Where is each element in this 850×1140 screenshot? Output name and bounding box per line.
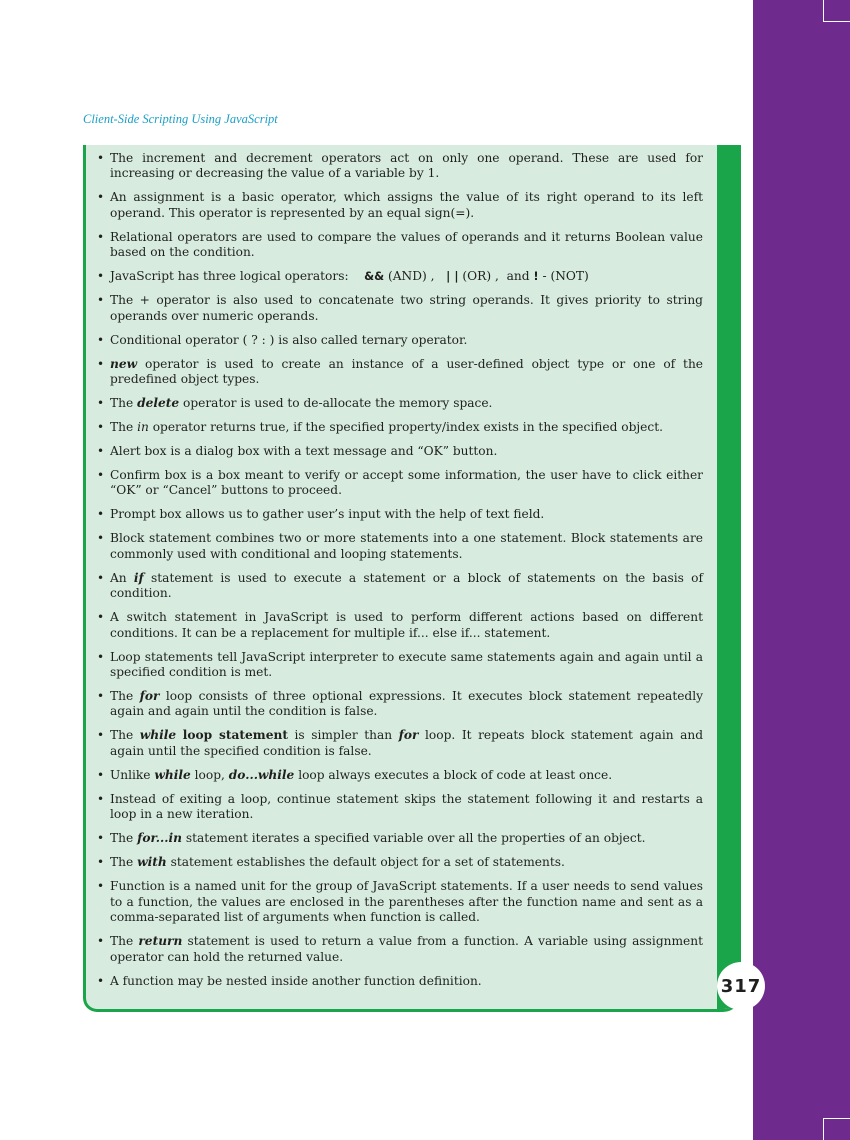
list-item: • A switch statement in JavaScript is used to perform different actions based on different conditions. It can be a replacement for multiple if... else if... statement. — [96, 610, 703, 641]
list-item: • The delete operator is used to de-allocate the memory space. — [96, 396, 703, 411]
list-item: • The return statement is used to return a value from a function. A variable using assignment operator can hold the returned value. — [96, 934, 703, 965]
list-item: • new operator is used to create an instance of a user-defined object type or one of the predefined object types. — [96, 357, 703, 388]
list-item: • Relational operators are used to compare the values of operands and it returns Boolean value based on the condition. — [96, 230, 703, 261]
list-item: • The for loop consists of three optional expressions. It executes block statement repeatedly again and again until the condition is false. — [96, 689, 703, 720]
list-item: • A function may be nested inside another function definition. — [96, 974, 703, 989]
list-item: • The in operator returns true, if the specified property/index exists in the specified object. — [96, 420, 703, 435]
list-item: • Conditional operator ( ? : ) is also called ternary operator. — [96, 333, 703, 348]
summary-list — [86, 145, 741, 989]
list-item: • Prompt box allows us to gather user’s input with the help of text field. — [96, 507, 703, 522]
page-number: 317 — [717, 962, 765, 1010]
crop-mark-top — [823, 0, 850, 22]
list-item: • The while loop statement is simpler than for loop. It repeats block statement again and again until the specified condition is false. — [96, 728, 703, 759]
list-item: • The for...in statement iterates a specified variable over all the properties of an object. — [96, 831, 703, 846]
list-item: • Alert box is a dialog box with a text message and “OK” button. — [96, 444, 703, 459]
list-item: • The with statement establishes the default object for a set of statements. — [96, 855, 703, 870]
list-item: • The + operator is also used to concatenate two string operands. It gives priority to string operands over numeric operands. — [96, 293, 703, 324]
list-item: • JavaScript has three logical operators: && (AND) , | | (OR) , and ! - (NOT) — [96, 269, 703, 284]
running-head: Client-Side Scripting Using JavaScript — [83, 112, 278, 126]
list-item: • Block statement combines two or more statements into a one statement. Block statements are commonly used with conditional and looping statements. — [96, 531, 703, 562]
list-item: • An assignment is a basic operator, which assigns the value of its right operand to its left operand. This operator is represented by an equal sign(=). — [96, 190, 703, 221]
summary-box — [83, 145, 741, 1012]
list-item: • Confirm box is a box meant to verify or accept some information, the user have to click either “OK” or “Cancel” buttons to proceed. — [96, 468, 703, 499]
list-item: • Function is a named unit for the group of JavaScript statements. If a user needs to send values to a function, the values are enclosed in the parentheses after the function name and sent as a comma-separated list of arguments when function is called. — [96, 879, 703, 925]
side-color-band — [753, 0, 850, 1140]
summary-box-accent-bar — [717, 145, 741, 1009]
list-item: • Unlike while loop, do...while loop always executes a block of code at least once. — [96, 768, 703, 783]
list-item: • The increment and decrement operators act on only one operand. These are used for increasing or decreasing the value of a variable by 1. — [96, 151, 703, 182]
list-item: • Instead of exiting a loop, continue statement skips the statement following it and restarts a loop in a new iteration. — [96, 792, 703, 823]
list-item: • An if statement is used to execute a statement or a block of statements on the basis of condition. — [96, 571, 703, 602]
crop-mark-bottom — [823, 1118, 850, 1140]
list-item: • Loop statements tell JavaScript interpreter to execute same statements again and again until a specified condition is met. — [96, 650, 703, 681]
